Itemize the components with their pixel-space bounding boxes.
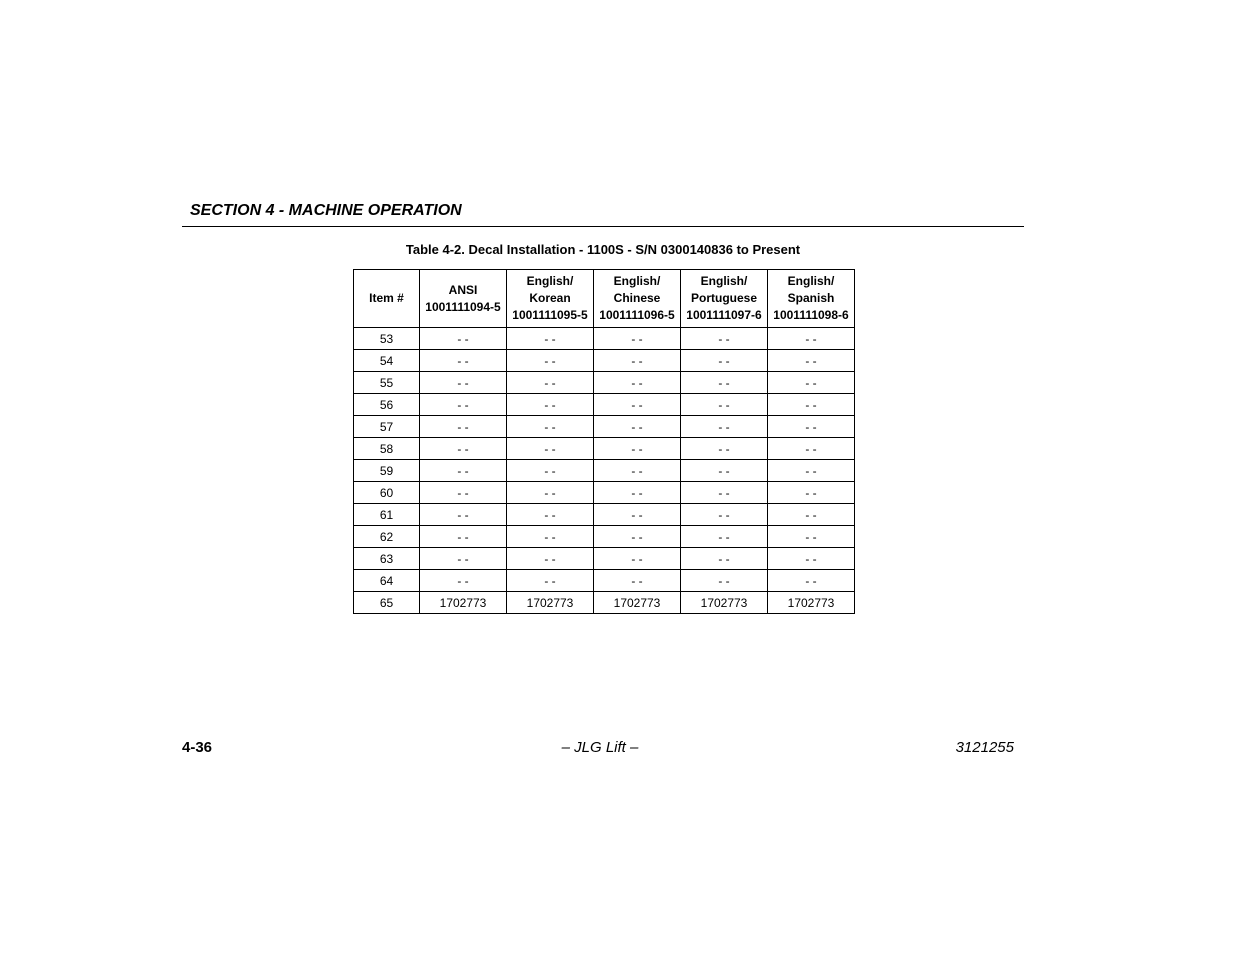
- col-header-line: 1001111098-6: [773, 308, 849, 322]
- col-header-item: [354, 270, 420, 328]
- table-cell: - -: [768, 438, 855, 460]
- table-cell: - -: [681, 504, 768, 526]
- col-header-line: ANSI: [448, 282, 478, 297]
- table-cell: - -: [681, 438, 768, 460]
- table-cell: - -: [681, 548, 768, 570]
- table-row: [354, 460, 855, 482]
- table-cell: - -: [681, 482, 768, 504]
- col-header-line: Chinese: [613, 291, 661, 305]
- table-cell: - -: [594, 372, 681, 394]
- table-cell: - -: [507, 416, 594, 438]
- table-cell: - -: [768, 482, 855, 504]
- table-cell: - -: [507, 394, 594, 416]
- section-title: SECTION 4 - MACHINE OPERATION: [190, 202, 462, 219]
- table-cell: - -: [420, 372, 507, 394]
- table-cell: - -: [768, 394, 855, 416]
- col-header-chinese: [594, 270, 681, 328]
- table-cell: - -: [594, 548, 681, 570]
- table-cell: 1702773: [768, 592, 855, 614]
- table-cell: - -: [681, 350, 768, 372]
- col-header-line: English/: [700, 274, 748, 288]
- table-cell: - -: [420, 460, 507, 482]
- table-row: [354, 416, 855, 438]
- table-cell: - -: [681, 460, 768, 482]
- item-cell: 61: [354, 504, 420, 526]
- table-row: [354, 482, 855, 504]
- table-cell: - -: [507, 350, 594, 372]
- footer-brand: – JLG Lift –: [561, 739, 639, 756]
- table-cell: - -: [594, 394, 681, 416]
- table-cell: - -: [420, 570, 507, 592]
- decal-table-head: [354, 270, 855, 328]
- table-cell: - -: [681, 328, 768, 350]
- table-row: [354, 592, 855, 614]
- table-cell: - -: [768, 504, 855, 526]
- table-cell: - -: [507, 548, 594, 570]
- table-cell: 1702773: [507, 592, 594, 614]
- table-cell: - -: [594, 570, 681, 592]
- item-cell: 54: [354, 350, 420, 372]
- table-cell: - -: [594, 438, 681, 460]
- table-cell: - -: [420, 438, 507, 460]
- table-cell: - -: [768, 328, 855, 350]
- table-cell: - -: [420, 548, 507, 570]
- table-row: [354, 570, 855, 592]
- col-header-spanish: [768, 270, 855, 328]
- table-cell: - -: [768, 416, 855, 438]
- item-cell: 56: [354, 394, 420, 416]
- col-header-line: Spanish: [787, 291, 835, 305]
- table-row: [354, 328, 855, 350]
- table-caption: Table 4-2. Decal Installation - 1100S - S/N 0300140836 to Present: [405, 242, 801, 257]
- item-cell: 59: [354, 460, 420, 482]
- table-cell: - -: [768, 526, 855, 548]
- col-header-line: English/: [526, 274, 574, 288]
- col-header-line: English/: [613, 274, 661, 288]
- table-cell: - -: [507, 372, 594, 394]
- item-cell: 57: [354, 416, 420, 438]
- table-cell: - -: [768, 548, 855, 570]
- item-cell: 53: [354, 328, 420, 350]
- table-cell: - -: [420, 504, 507, 526]
- col-header-line: 1001111096-5: [599, 308, 675, 322]
- header-rule: [182, 226, 1024, 227]
- item-cell: 63: [354, 548, 420, 570]
- item-cell: 55: [354, 372, 420, 394]
- item-cell: 60: [354, 482, 420, 504]
- decal-table: [353, 269, 855, 614]
- table-row: [354, 504, 855, 526]
- table-row: [354, 372, 855, 394]
- table-cell: - -: [594, 526, 681, 548]
- table-cell: - -: [681, 526, 768, 548]
- table-cell: - -: [420, 350, 507, 372]
- item-cell: 65: [354, 592, 420, 614]
- col-header-line: 1001111095-5: [512, 308, 588, 322]
- table-cell: - -: [507, 328, 594, 350]
- table-cell: - -: [594, 328, 681, 350]
- table-cell: - -: [420, 328, 507, 350]
- page-number: 4-36: [182, 739, 213, 756]
- col-header-line: English/: [787, 274, 835, 288]
- table-row: [354, 526, 855, 548]
- item-cell: 62: [354, 526, 420, 548]
- table-cell: - -: [594, 350, 681, 372]
- table-cell: - -: [681, 570, 768, 592]
- table-cell: - -: [420, 482, 507, 504]
- table-cell: - -: [768, 570, 855, 592]
- col-header-line: Korean: [529, 291, 571, 305]
- table-cell: - -: [594, 416, 681, 438]
- table-cell: - -: [768, 350, 855, 372]
- item-cell: 58: [354, 438, 420, 460]
- table-cell: - -: [681, 394, 768, 416]
- table-cell: - -: [681, 416, 768, 438]
- table-cell: - -: [507, 504, 594, 526]
- col-header-line: Portuguese: [690, 291, 757, 305]
- table-cell: - -: [420, 526, 507, 548]
- table-cell: - -: [420, 394, 507, 416]
- table-row: [354, 548, 855, 570]
- table-cell: - -: [681, 372, 768, 394]
- table-cell: - -: [768, 460, 855, 482]
- table-row: [354, 438, 855, 460]
- table-row: [354, 350, 855, 372]
- table-cell: - -: [507, 460, 594, 482]
- document-number: 3121255: [955, 739, 1014, 756]
- col-header-portuguese: [681, 270, 768, 328]
- col-header-line: Item #: [369, 291, 404, 305]
- col-header-ansi: [420, 270, 507, 328]
- decal-table-body: [354, 328, 855, 614]
- table-cell: - -: [507, 526, 594, 548]
- header-row: [354, 270, 855, 328]
- table-row: [354, 394, 855, 416]
- table-cell: - -: [507, 438, 594, 460]
- item-cell: 64: [354, 570, 420, 592]
- table-cell: - -: [768, 372, 855, 394]
- table-cell: 1702773: [594, 592, 681, 614]
- col-header-line: 1001111097-6: [686, 308, 762, 322]
- table-cell: - -: [507, 482, 594, 504]
- table-cell: - -: [594, 460, 681, 482]
- col-header-korean: [507, 270, 594, 328]
- col-header-line: 1001111094-5: [425, 299, 501, 314]
- table-cell: 1702773: [681, 592, 768, 614]
- table-cell: 1702773: [420, 592, 507, 614]
- table-cell: - -: [594, 482, 681, 504]
- table-cell: - -: [507, 570, 594, 592]
- table-cell: - -: [594, 504, 681, 526]
- table-cell: - -: [420, 416, 507, 438]
